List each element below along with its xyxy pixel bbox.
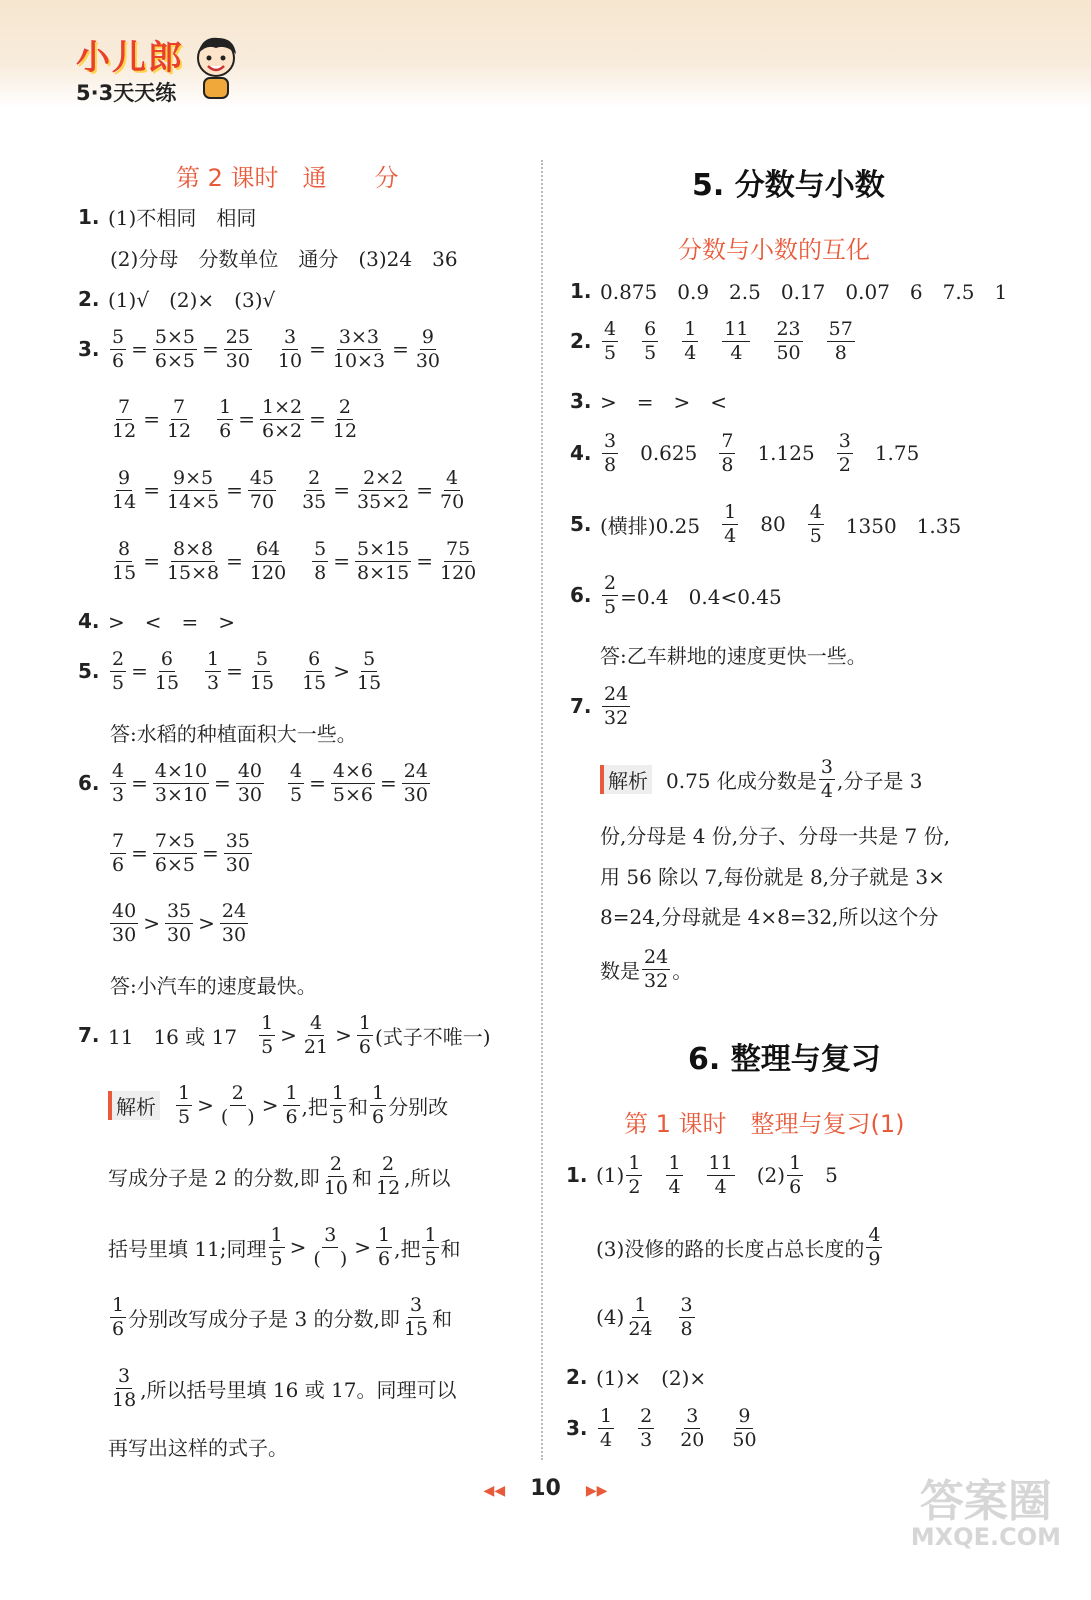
fraction: $\frac{3}{4}$ bbox=[820, 756, 833, 802]
r-analysis-line3: 用 56 除以 7,每份就是 8,分子就是 3× bbox=[600, 865, 945, 889]
fraction: $\frac{24}{32}$ bbox=[644, 946, 669, 992]
q5-answer: 答:水稻的种植面积大一些。 bbox=[110, 722, 357, 746]
fraction: $\frac{1}{5}$ bbox=[261, 1012, 274, 1058]
fraction: $\frac{5\times 15}{8\times 15}$ bbox=[357, 538, 410, 584]
fraction: $\frac{3}{8}$ bbox=[604, 430, 617, 476]
fraction: $\frac{25}{30}$ bbox=[225, 326, 250, 372]
q-num: 2. bbox=[570, 329, 592, 354]
fraction: $\frac{1}{5}$ bbox=[424, 1224, 437, 1270]
fraction: $\frac{1}{6}$ bbox=[789, 1152, 802, 1198]
r-analysis-line2: 份,分母是 4 份,分子、分母一共是 7 份, bbox=[600, 824, 950, 848]
fraction: $\frac{4}{3}$ bbox=[112, 760, 125, 806]
r6-q1-part: (1) bbox=[596, 1163, 625, 1188]
fraction: $\frac{45}{70}$ bbox=[249, 467, 275, 513]
analysis-text: ,把 bbox=[301, 1094, 328, 1119]
q-num: 5. bbox=[78, 659, 100, 684]
fraction: $\frac{5}{8}$ bbox=[314, 538, 327, 584]
analysis-text: 0.75 化成分数是 bbox=[666, 768, 817, 793]
q6-line2: $\frac{7}{6}$ = $\frac{7\times 5}{6\times 5}$ = $\frac{35}{30}$ bbox=[112, 830, 250, 876]
r-q6-line bbox=[570, 572, 782, 619]
r6-q2-line bbox=[566, 1362, 706, 1391]
r-q2-line bbox=[570, 318, 857, 365]
fraction: $\frac{3}{2}$ bbox=[838, 430, 851, 476]
fraction: $\frac{40}{30}$ bbox=[237, 760, 262, 806]
fraction: $\frac{4}{70}$ bbox=[440, 467, 465, 513]
fraction: $\frac{2}{5}$ bbox=[112, 648, 125, 694]
fraction: $\frac{5}{15}$ bbox=[249, 648, 275, 694]
fraction: $\frac{1\times 2}{6\times 2}$ bbox=[262, 396, 303, 442]
analysis-text: ,把 bbox=[394, 1236, 421, 1261]
fraction: $\frac{35}{30}$ bbox=[166, 900, 192, 946]
r-q5-value: 1350 1.35 bbox=[845, 513, 962, 538]
r-q4-value: 1.75 bbox=[874, 441, 920, 466]
q-num: 3. bbox=[566, 1416, 588, 1441]
r6-q1-value: 5 bbox=[825, 1163, 838, 1188]
section-title-left: 第 2 课时 通 分 bbox=[176, 164, 399, 192]
analysis-tag: 解析 bbox=[600, 765, 652, 794]
fraction: $\frac{24}{30}$ bbox=[403, 760, 428, 806]
r-q4-line bbox=[570, 430, 919, 477]
r-q4-value: 1.125 bbox=[757, 441, 815, 466]
analysis-text: 和 bbox=[440, 1236, 461, 1261]
fraction: $\frac{2}{12}$ bbox=[332, 396, 358, 442]
fraction: $\frac{2}{35}$ bbox=[302, 467, 327, 513]
fraction: $\frac{7}{6}$ bbox=[112, 830, 125, 876]
q-num: 1. bbox=[78, 204, 100, 229]
fraction: $\frac{2\times 2}{35\times 2}$ bbox=[357, 467, 410, 513]
fraction: $\frac{3}{8}$ bbox=[680, 1294, 693, 1340]
fraction: $\frac{40}{30}$ bbox=[112, 900, 137, 946]
fraction: $\frac{4\times 6}{5\times 6}$ bbox=[332, 760, 373, 806]
fraction: $\frac{2}{12}$ bbox=[375, 1153, 401, 1199]
q3-line3: $\frac{9}{14}$ = $\frac{9\times 5}{14\times 5}$ = $\frac{45}{70}$ $\frac{2}{35}$ = $\frac{2\times 2}{35\times 2}$ = $\frac{4}{70}$ bbox=[112, 467, 465, 513]
analysis-text: ,所以 bbox=[404, 1165, 451, 1190]
fraction: $\frac{1}{6}$ bbox=[219, 396, 232, 442]
fraction: $\frac{2}{5}$ bbox=[604, 572, 617, 618]
r-analysis-line4: 8=24,分母就是 4×8=32,所以这个分 bbox=[600, 905, 939, 929]
q7-text2: (式子不唯一) bbox=[374, 1024, 491, 1049]
subsection-title-5: 分数与小数的互化 bbox=[678, 236, 870, 264]
fraction: $\frac{2}{10}$ bbox=[323, 1153, 348, 1199]
fraction: $\frac{7}{12}$ bbox=[166, 396, 192, 442]
fraction: $\frac{8\times 8}{15\times 8}$ bbox=[166, 538, 220, 584]
analysis-line1: 解析 $\frac{1}{5}$ > $\frac{2}{( )}$ > $\frac{1}{6}$ ,把 $\frac{1}{5}$ 和 $\frac{1}{6}$ 分别改 bbox=[108, 1082, 448, 1129]
fraction: $\frac{1}{4}$ bbox=[600, 1405, 613, 1451]
fraction: $\frac{1}{5}$ bbox=[178, 1082, 191, 1128]
analysis-line4 bbox=[108, 1294, 452, 1341]
analysis-line3: 括号里填 11;同理 $\frac{1}{5}$ > $\frac{3}{( )}$ > $\frac{1}{6}$ ,把 $\frac{1}{5}$ 和 bbox=[108, 1224, 461, 1270]
q-num: 7. bbox=[570, 694, 592, 719]
watermark-url: MXQE.COM bbox=[910, 1523, 1061, 1551]
fraction: $\frac{3}{( )}$ bbox=[313, 1224, 348, 1270]
r6-q3-line bbox=[566, 1405, 761, 1452]
fraction: $\frac{9}{14}$ bbox=[112, 467, 137, 513]
r-q5-text: (横排)0.25 bbox=[600, 513, 701, 538]
fraction: $\frac{9\times 5}{14\times 5}$ bbox=[166, 467, 220, 513]
q-num: 2. bbox=[78, 286, 100, 311]
section-heading-6: 6. 整理与复习 bbox=[688, 1042, 881, 1077]
fraction: $\frac{1}{6}$ bbox=[372, 1082, 385, 1128]
r6-q1-part: (2) bbox=[756, 1163, 786, 1188]
analysis-text: 。 bbox=[672, 958, 693, 983]
r-q6-text: =0.4 0.4<0.45 bbox=[620, 584, 782, 609]
q4-line bbox=[78, 606, 235, 635]
fraction: $\frac{3}{15}$ bbox=[403, 1294, 429, 1340]
fraction: $\frac{7}{8}$ bbox=[721, 430, 734, 476]
column-divider bbox=[541, 160, 543, 1460]
q7-text1: 11 16 或 17 bbox=[108, 1024, 238, 1049]
q-num: 3. bbox=[78, 337, 100, 362]
fraction: $\frac{11}{4}$ bbox=[724, 318, 749, 364]
r-analysis-line1 bbox=[600, 756, 922, 803]
fraction: $\frac{6}{15}$ bbox=[154, 648, 180, 694]
fraction: $\frac{23}{50}$ bbox=[776, 318, 801, 364]
fraction: $\frac{11}{4}$ bbox=[708, 1152, 733, 1198]
next-arrows-icon: ▶▶ bbox=[585, 1483, 608, 1499]
logo-sub: 5·3天天练 bbox=[76, 81, 177, 105]
r-q3-line bbox=[570, 386, 727, 415]
q-num: 4. bbox=[78, 608, 100, 633]
r-q5-value: 80 bbox=[760, 512, 786, 537]
analysis-line6: 再写出这样的式子。 bbox=[108, 1436, 288, 1460]
fraction: $\frac{3}{18}$ bbox=[112, 1365, 137, 1411]
q6-line3: $\frac{40}{30}$ > $\frac{35}{30}$ > $\frac{24}{30}$ bbox=[112, 900, 247, 946]
r6-q1-part4 bbox=[596, 1294, 697, 1341]
fraction: $\frac{57}{8}$ bbox=[828, 318, 853, 364]
mascot-icon bbox=[192, 34, 240, 100]
q2-text: (1)√ (2)× (3)√ bbox=[108, 288, 276, 312]
r-q7-line bbox=[570, 683, 632, 730]
fraction: $\frac{1}{6}$ bbox=[378, 1224, 391, 1270]
fraction: $\frac{3\times 3}{10\times 3}$ bbox=[332, 326, 386, 372]
q-num: 6. bbox=[570, 583, 592, 608]
q-num: 3. bbox=[570, 388, 592, 413]
analysis-line2 bbox=[108, 1153, 451, 1200]
q-num: 6. bbox=[78, 771, 100, 796]
r-q6-answer: 答:乙车耕地的速度更快一些。 bbox=[600, 644, 867, 668]
fraction: $\frac{1}{24}$ bbox=[628, 1294, 653, 1340]
q-num: 1. bbox=[570, 278, 592, 303]
q1-line1 bbox=[78, 202, 256, 231]
fraction: $\frac{75}{120}$ bbox=[439, 538, 477, 584]
fraction: $\frac{5\times 5}{6\times 5}$ bbox=[154, 326, 195, 372]
fraction: $\frac{3}{10}$ bbox=[277, 326, 303, 372]
q3-line2: $\frac{7}{12}$ = $\frac{7}{12}$ $\frac{1}{6}$ = $\frac{1\times 2}{6\times 2}$ = $\frac{2}{12}$ bbox=[112, 396, 358, 442]
page-number: 10 bbox=[530, 1476, 561, 1501]
fraction: $\frac{2}{( )}$ bbox=[220, 1082, 255, 1128]
prev-arrows-icon: ◀◀ bbox=[483, 1483, 506, 1499]
logo-main: 小儿郎 bbox=[76, 38, 184, 78]
analysis-text: 和 bbox=[351, 1165, 372, 1190]
fraction: $\frac{6}{5}$ bbox=[644, 318, 657, 364]
q-num: 2. bbox=[566, 1364, 588, 1389]
fraction: $\frac{1}{3}$ bbox=[207, 648, 220, 694]
fraction: $\frac{4}{21}$ bbox=[303, 1012, 329, 1058]
subsection-title-6: 第 1 课时 整理与复习(1) bbox=[624, 1110, 905, 1138]
q7-line: 7. 11 16 或 17 $\frac{1}{5}$ > $\frac{4}{21}$ > $\frac{1}{6}$ (式子不唯一) bbox=[78, 1012, 491, 1058]
fraction: $\frac{4}{5}$ bbox=[290, 760, 303, 806]
fraction: $\frac{8}{15}$ bbox=[112, 538, 137, 584]
fraction: $\frac{1}{6}$ bbox=[358, 1012, 371, 1058]
q6-answer: 答:小汽车的速度最快。 bbox=[110, 974, 317, 998]
r-analysis-line5 bbox=[600, 946, 692, 993]
fraction: $\frac{1}{5}$ bbox=[270, 1224, 283, 1270]
r-q3-text: > = > < bbox=[600, 390, 728, 414]
q-num: 4. bbox=[570, 441, 592, 466]
q4-text: > < = > bbox=[108, 610, 236, 634]
analysis-text: 和 bbox=[432, 1306, 453, 1331]
fraction: $\frac{3}{20}$ bbox=[680, 1405, 705, 1451]
q-num: 7. bbox=[78, 1023, 100, 1048]
watermark bbox=[910, 1476, 1061, 1551]
logo bbox=[76, 30, 184, 107]
analysis-text: 和 bbox=[348, 1094, 368, 1119]
analysis-text: 写成分子是 2 的分数,即 bbox=[108, 1165, 320, 1190]
q-num: 5. bbox=[570, 512, 592, 537]
fraction: $\frac{4}{9}$ bbox=[868, 1224, 881, 1270]
fraction: $\frac{4}{5}$ bbox=[604, 318, 617, 364]
fraction: $\frac{1}{5}$ bbox=[331, 1082, 344, 1128]
r6-q1-text: (4) bbox=[596, 1305, 625, 1330]
q2-line bbox=[78, 284, 275, 313]
q1-line2 bbox=[110, 243, 458, 272]
q3-line4: $\frac{8}{15}$ = $\frac{8\times 8}{15\times 8}$ = $\frac{64}{120}$ $\frac{5}{8}$ = $\frac{5\times 15}{8\times 15}$ = $\frac{75}{120}$ bbox=[112, 538, 477, 584]
r-q1-text: 0.875 0.9 2.5 0.17 0.07 6 7.5 1 bbox=[600, 280, 1008, 304]
fraction: $\frac{7\times 5}{6\times 5}$ bbox=[154, 830, 195, 876]
analysis-tag: 解析 bbox=[108, 1091, 160, 1120]
analysis-text: 分别改写成分子是 3 的分数,即 bbox=[128, 1306, 400, 1331]
r-q1-line bbox=[570, 276, 1007, 305]
analysis-text: ,分子是 3 bbox=[836, 768, 923, 793]
fraction: $\frac{1}{4}$ bbox=[684, 318, 697, 364]
r-q5-line bbox=[570, 501, 961, 548]
section-heading-5: 5. 分数与小数 bbox=[692, 168, 885, 203]
fraction: $\frac{1}{4}$ bbox=[724, 501, 737, 547]
fraction: $\frac{1}{2}$ bbox=[628, 1152, 641, 1198]
r6-q1-part3 bbox=[596, 1224, 884, 1271]
fraction: $\frac{35}{30}$ bbox=[225, 830, 250, 876]
fraction: $\frac{7}{12}$ bbox=[112, 396, 137, 442]
r6-q2-text: (1)× (2)× bbox=[596, 1366, 707, 1390]
fraction: $\frac{5}{6}$ bbox=[112, 326, 125, 372]
fraction: $\frac{1}{6}$ bbox=[112, 1294, 125, 1340]
analysis-text: 分别改 bbox=[388, 1094, 449, 1119]
r6-q1-text: (3)没修的路的长度占总长度的 bbox=[596, 1236, 865, 1261]
q5-line: 5. $\frac{2}{5}$ = $\frac{6}{15}$ $\frac{1}{3}$ = $\frac{5}{15}$ $\frac{6}{15}$ > $\frac{5}{15}$ bbox=[78, 648, 382, 694]
fraction: $\frac{4}{5}$ bbox=[809, 501, 822, 547]
fraction: $\frac{2}{3}$ bbox=[640, 1405, 653, 1451]
watermark-text: 答案圈 bbox=[919, 1476, 1052, 1527]
q1-text2: (2)分母 分数单位 通分 (3)24 36 bbox=[110, 247, 458, 271]
fraction: $\frac{24}{32}$ bbox=[604, 683, 629, 729]
fraction: $\frac{1}{4}$ bbox=[668, 1152, 681, 1198]
fraction: $\frac{9}{30}$ bbox=[415, 326, 441, 372]
fraction: $\frac{9}{50}$ bbox=[732, 1405, 757, 1451]
q-num: 1. bbox=[566, 1163, 588, 1188]
q1-text1: (1)不相同 相同 bbox=[108, 206, 257, 230]
r-q4-value: 0.625 bbox=[640, 441, 698, 466]
fraction: $\frac{4\times 10}{3\times 10}$ bbox=[154, 760, 208, 806]
analysis-text: 括号里填 11;同理 bbox=[108, 1236, 267, 1261]
q3-line1: 3. $\frac{5}{6}$ = $\frac{5\times 5}{6\times 5}$ = $\frac{25}{30}$ $\frac{3}{10}$ = $\frac{3\times 3}{10\times 3}$ = $\frac{9}{30}$ bbox=[78, 326, 441, 372]
fraction: $\frac{24}{30}$ bbox=[221, 900, 247, 946]
q6-line1: 6. $\frac{4}{3}$ = $\frac{4\times 10}{3\times 10}$ = $\frac{40}{30}$ $\frac{4}{5}$ = $\frac{4\times 6}{5\times 6}$ = $\frac{24}{30}$ bbox=[78, 760, 428, 806]
fraction: $\frac{5}{15}$ bbox=[357, 648, 382, 694]
fraction: $\frac{64}{120}$ bbox=[249, 538, 287, 584]
r6-q1-line bbox=[566, 1152, 838, 1199]
analysis-line5 bbox=[108, 1365, 457, 1412]
fraction: $\frac{1}{6}$ bbox=[285, 1082, 298, 1128]
fraction: $\frac{6}{15}$ bbox=[302, 648, 327, 694]
analysis-text: 数是 bbox=[600, 958, 640, 983]
analysis-text: ,所以括号里填 16 或 17。同理可以 bbox=[140, 1377, 457, 1402]
